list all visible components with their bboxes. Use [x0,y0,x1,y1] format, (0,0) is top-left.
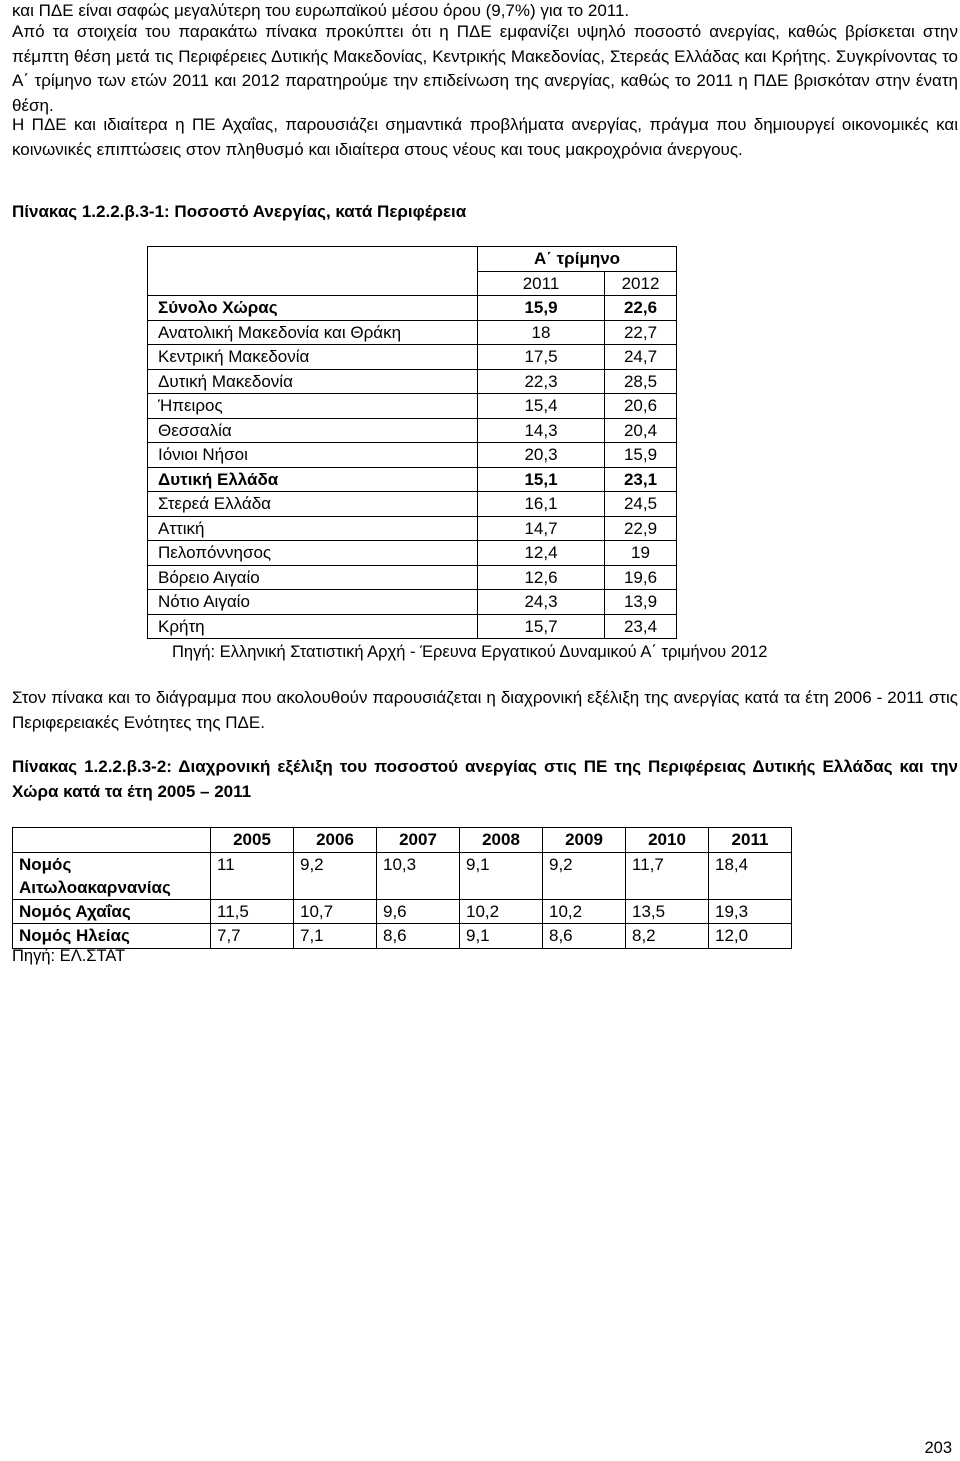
value-cell: 14,3 [478,418,605,443]
table-row [148,296,677,321]
year-header: 2008 [460,828,543,853]
year-header: 2009 [543,828,626,853]
page-number: 203 [924,1439,952,1457]
value-cell: 12,0 [709,924,792,949]
year-header: 2011 [709,828,792,853]
value-cell: 9,1 [460,852,543,899]
prefecture-cell: Νομός Αχαΐας [13,899,211,924]
value-cell: 10,2 [460,899,543,924]
table1-source: Πηγή: Ελληνική Στατιστική Αρχή - Έρευνα Εργατικού Δυναμικού Α΄ τριμήνου 2012 [172,643,768,661]
region-cell: Αττική [148,516,478,541]
header-empty-cell [148,271,478,296]
unemployment-by-region-table [147,246,677,639]
year-header: 2011 [478,271,605,296]
value-cell: 20,4 [605,418,677,443]
value-cell: 28,5 [605,369,677,394]
value-cell: 10,7 [294,899,377,924]
value-cell: 15,9 [478,296,605,321]
value-cell: 15,9 [605,443,677,468]
value-cell: 13,9 [605,590,677,615]
paragraph-intro: και ΠΔΕ είναι σαφώς μεγαλύτερη του ευρωπαϊκού μέσου όρου (9,7%) για το 2011. [12,1,630,20]
region-cell: Δυτική Μακεδονία [148,369,478,394]
value-cell: 9,2 [543,852,626,899]
table-header-row [148,247,677,272]
value-cell: 19,6 [605,565,677,590]
table-row [13,899,792,924]
value-cell: 7,1 [294,924,377,949]
value-cell: 17,5 [478,345,605,370]
table-row [148,614,677,639]
year-header: 2005 [211,828,294,853]
table2-source: Πηγή: ΕΛ.ΣΤΑΤ [12,947,126,965]
region-cell: Στερεά Ελλάδα [148,492,478,517]
value-cell: 16,1 [478,492,605,517]
table-row [148,565,677,590]
value-cell: 12,6 [478,565,605,590]
region-cell: Πελοπόννησος [148,541,478,566]
value-cell: 8,6 [377,924,460,949]
value-cell: 7,7 [211,924,294,949]
unemployment-timeseries-table [12,827,792,949]
region-cell: Σύνολο Χώρας [148,296,478,321]
paragraph-ranking: Από τα στοιχεία του παρακάτω πίνακα προκύπτει ότι η ΠΔΕ εμφανίζει υψηλό ποσοστό ανεργίας, καθώς βρίσκεται στην πέμπτη θέση μετά τις Περιφέρειες Δυτικής Μακεδονίας, Κεντρικής Μακεδονίας, Στερεάς Ελλάδας και Κρήτης. Συγκρίνοντας το Α΄ τρίμηνο των ετών 2011 και 2012 παρατηρούμε την επιδείνωση της ανεργίας, καθώς το 2011 η ΠΔΕ βρισκόταν στην ένατη θέση. [12,22,958,115]
table-row [13,852,792,899]
value-cell: 15,4 [478,394,605,419]
value-cell: 20,6 [605,394,677,419]
region-cell: Βόρειο Αιγαίο [148,565,478,590]
table-row [13,924,792,949]
table-row [148,320,677,345]
paragraph-timeseries-intro: Στον πίνακα και το διάγραμμα που ακολουθούν παρουσιάζεται η διαχρονική εξέλιξη της ανεργίας κατά τα έτη 2006 - 2011 στις Περιφερειακές Ενότητες της ΠΔΕ. [12,688,958,732]
region-cell: Δυτική Ελλάδα [148,467,478,492]
value-cell: 18 [478,320,605,345]
value-cell: 10,3 [377,852,460,899]
value-cell: 9,6 [377,899,460,924]
value-cell: 12,4 [478,541,605,566]
region-cell: Ανατολική Μακεδονία και Θράκη [148,320,478,345]
value-cell: 22,7 [605,320,677,345]
value-cell: 8,6 [543,924,626,949]
table-row [148,467,677,492]
value-cell: 10,2 [543,899,626,924]
value-cell: 22,9 [605,516,677,541]
table2-caption: Πίνακας 1.2.2.β.3-2: Διαχρονική εξέλιξη του ποσοστού ανεργίας στις ΠΕ της Περιφέρειας Δυτικής Ελλάδας και την Χώρα κατά τα έτη 2005 – 2011 [12,757,958,801]
table-row [148,443,677,468]
prefecture-cell: Νομός Ηλείας [13,924,211,949]
table-row [148,418,677,443]
table1-caption: Πίνακας 1.2.2.β.3-1: Ποσοστό Ανεργίας, κατά Περιφέρεια [12,202,467,221]
value-cell: 11,7 [626,852,709,899]
table-row [148,541,677,566]
value-cell: 9,2 [294,852,377,899]
value-cell: 15,1 [478,467,605,492]
table-row [148,590,677,615]
header-empty-cell [148,247,478,272]
value-cell: 8,2 [626,924,709,949]
value-cell: 22,6 [605,296,677,321]
year-header: 2012 [605,271,677,296]
quarter-header: Α΄ τρίμηνο [478,247,677,272]
header-empty-cell [13,828,211,853]
region-cell: Ιόνιοι Νήσοι [148,443,478,468]
value-cell: 23,4 [605,614,677,639]
region-cell: Κρήτη [148,614,478,639]
region-cell: Ήπειρος [148,394,478,419]
value-cell: 24,7 [605,345,677,370]
table-row [148,492,677,517]
region-cell: Κεντρική Μακεδονία [148,345,478,370]
value-cell: 19 [605,541,677,566]
value-cell: 13,5 [626,899,709,924]
year-header: 2007 [377,828,460,853]
value-cell: 15,7 [478,614,605,639]
value-cell: 23,1 [605,467,677,492]
value-cell: 19,3 [709,899,792,924]
table-years-row [148,271,677,296]
region-cell: Θεσσαλία [148,418,478,443]
table-years-row [13,828,792,853]
value-cell: 24,5 [605,492,677,517]
value-cell: 22,3 [478,369,605,394]
year-header: 2010 [626,828,709,853]
value-cell: 9,1 [460,924,543,949]
table-row [148,369,677,394]
value-cell: 11 [211,852,294,899]
value-cell: 18,4 [709,852,792,899]
paragraph-problems: Η ΠΔΕ και ιδιαίτερα η ΠΕ Αχαΐας, παρουσιάζει σημαντικά προβλήματα ανεργίας, πράγμα που δημιουργεί οικονομικές και κοινωνικές επιπτώσεις στον πληθυσμό και ιδιαίτερα στους νέους και τους μακροχρόνια άνεργους. [12,115,958,159]
value-cell: 20,3 [478,443,605,468]
region-cell: Νότιο Αιγαίο [148,590,478,615]
table-row [148,394,677,419]
table-row [148,516,677,541]
value-cell: 11,5 [211,899,294,924]
value-cell: 24,3 [478,590,605,615]
value-cell: 14,7 [478,516,605,541]
year-header: 2006 [294,828,377,853]
prefecture-cell: Νομός Αιτωλοακαρνανίας [13,852,211,899]
table-row [148,345,677,370]
